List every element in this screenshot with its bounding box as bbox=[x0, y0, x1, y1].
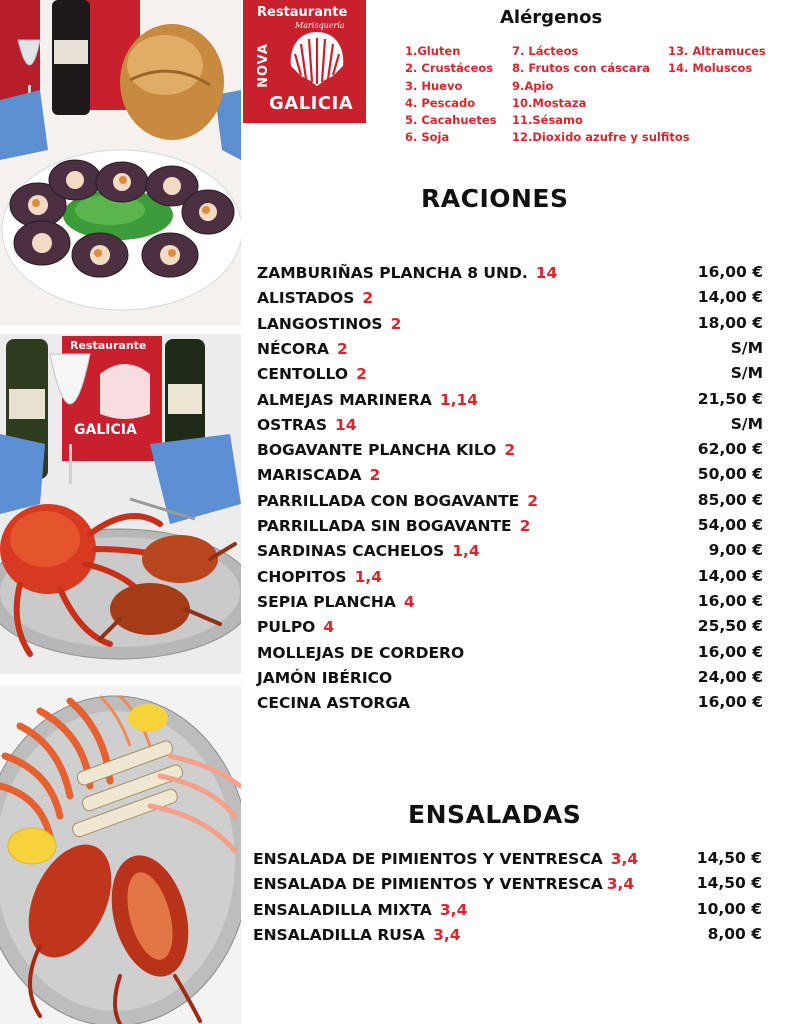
menu-item bbox=[257, 288, 763, 313]
logo-restaurante: Restaurante bbox=[257, 5, 348, 20]
logo-nova: NOVA bbox=[255, 43, 271, 88]
item-price: 24,00 € bbox=[697, 667, 763, 686]
item-price: 9,00 € bbox=[708, 541, 763, 560]
allergen-item: 10.Mostaza bbox=[512, 95, 587, 110]
allergens-column-2 bbox=[512, 43, 690, 147]
allergen-item: 6. Soja bbox=[405, 130, 450, 145]
item-name: PARRILLADA CON BOGAVANTE bbox=[257, 491, 520, 510]
item-allergens: 2 bbox=[337, 339, 348, 358]
item-allergens: 2 bbox=[390, 314, 402, 333]
item-price: 16,00 € bbox=[697, 642, 763, 661]
item-price: S/M bbox=[730, 364, 763, 383]
item-allergens: 1,14 bbox=[439, 390, 479, 409]
restaurant-logo bbox=[243, 0, 366, 123]
item-name: NÉCORA bbox=[257, 339, 330, 358]
allergens-title: Alérgenos bbox=[500, 7, 603, 28]
photo-column bbox=[0, 0, 241, 1024]
item-price: 50,00 € bbox=[697, 465, 763, 484]
menu-item bbox=[257, 364, 763, 389]
item-name: MOLLEJAS DE CORDERO bbox=[257, 643, 465, 662]
allergen-item: 2. Crustáceos bbox=[405, 61, 494, 76]
item-allergens: 4 bbox=[403, 592, 415, 611]
menu-item bbox=[253, 874, 762, 899]
raciones-title: RACIONES bbox=[421, 184, 569, 213]
allergen-item: 4. Pescado bbox=[405, 95, 476, 110]
item-price: 16,00 € bbox=[697, 591, 763, 610]
menu-item bbox=[257, 263, 763, 288]
item-name: ENSALADA DE PIMIENTOS Y VENTRESCA bbox=[253, 875, 603, 894]
logo-galicia: GALICIA bbox=[269, 93, 354, 114]
allergen-item: 11.Sésamo bbox=[512, 113, 583, 128]
item-price: S/M bbox=[730, 338, 763, 357]
item-price: 14,50 € bbox=[696, 874, 762, 893]
item-name: ENSALADILLA RUSA bbox=[253, 925, 426, 944]
item-name: LANGOSTINOS bbox=[257, 314, 383, 333]
item-name: OSTRAS bbox=[257, 415, 328, 434]
menu-item bbox=[257, 643, 763, 668]
item-name: ENSALADILLA MIXTA bbox=[253, 900, 432, 919]
item-price: 54,00 € bbox=[697, 516, 763, 534]
item-allergens: 2 bbox=[527, 491, 539, 510]
item-name: ENSALADA DE PIMIENTOS Y VENTRESCA bbox=[253, 850, 603, 868]
menu-item bbox=[257, 541, 763, 566]
menu-item bbox=[257, 491, 763, 516]
item-price: 62,00 € bbox=[697, 440, 763, 459]
item-allergens: 3,4 bbox=[606, 875, 635, 894]
menu-item bbox=[257, 567, 763, 592]
item-name: CECINA ASTORGA bbox=[257, 694, 411, 713]
item-name: MARISCADA bbox=[257, 466, 362, 485]
item-name: CHOPITOS bbox=[257, 567, 347, 586]
allergen-item: 5. Cacahuetes bbox=[405, 113, 497, 128]
item-allergens: 2 bbox=[362, 289, 374, 308]
item-allergens: 2 bbox=[369, 466, 381, 485]
allergen-item: 7. Lácteos bbox=[512, 44, 579, 58]
item-price: 14,00 € bbox=[697, 288, 763, 307]
item-name: ALMEJAS MARINERA bbox=[257, 390, 432, 409]
allergen-item: 8. Frutos con cáscara bbox=[512, 61, 650, 76]
item-allergens: 3,4 bbox=[610, 850, 639, 868]
allergens-column-3 bbox=[668, 43, 766, 78]
logo-marisqueria: Marisquería bbox=[295, 21, 345, 30]
menu-item bbox=[253, 900, 762, 925]
item-allergens: 3,4 bbox=[439, 900, 468, 919]
allergen-item: 9.Apio bbox=[512, 78, 554, 93]
item-price: 10,00 € bbox=[696, 899, 762, 918]
menu-item bbox=[253, 849, 762, 874]
item-allergens: 14 bbox=[335, 415, 357, 434]
item-name: SARDINAS CACHELOS bbox=[257, 542, 445, 561]
menu-item bbox=[257, 415, 763, 440]
allergen-item: 14. Moluscos bbox=[668, 61, 753, 76]
item-price: 21,50 € bbox=[697, 389, 763, 408]
crab-photo bbox=[0, 334, 241, 674]
item-price: 16,00 € bbox=[697, 263, 763, 281]
menu-item bbox=[257, 693, 763, 718]
item-allergens: 14 bbox=[535, 264, 558, 282]
item-name: CENTOLLO bbox=[257, 365, 349, 384]
item-name: JAMÓN IBÉRICO bbox=[257, 668, 393, 687]
item-price: 8,00 € bbox=[707, 924, 762, 943]
menu-item bbox=[257, 516, 763, 541]
allergen-item: 12.Dioxido azufre y sulfitos bbox=[512, 130, 690, 145]
item-allergens: 2 bbox=[356, 365, 367, 384]
scallop-shell-icon bbox=[287, 30, 347, 88]
item-allergens: 4 bbox=[323, 618, 335, 637]
item-name: SEPIA PLANCHA bbox=[257, 592, 396, 611]
menu-item bbox=[257, 668, 763, 693]
svg-text:Restaurante: Restaurante bbox=[70, 339, 147, 352]
item-name: ZAMBURIÑAS PLANCHA 8 UND. bbox=[257, 264, 528, 282]
item-allergens: 3,4 bbox=[433, 925, 461, 944]
menu-item bbox=[257, 592, 763, 617]
item-price: 85,00 € bbox=[697, 490, 763, 509]
svg-text:GALICIA: GALICIA bbox=[74, 422, 137, 438]
item-name: ALISTADOS bbox=[257, 289, 355, 308]
item-price: S/M bbox=[730, 414, 763, 433]
item-price: 25,50 € bbox=[697, 617, 763, 636]
item-name: BOGAVANTE PLANCHA KILO bbox=[257, 441, 497, 460]
item-allergens: 2 bbox=[519, 517, 531, 535]
ensaladas-title: ENSALADAS bbox=[408, 800, 582, 829]
scallops-photo bbox=[0, 0, 241, 326]
item-allergens: 2 bbox=[504, 441, 516, 460]
seafood-platter-photo bbox=[0, 686, 241, 1024]
item-price: 18,00 € bbox=[697, 313, 763, 332]
item-name: PARRILLADA SIN BOGAVANTE bbox=[257, 517, 512, 535]
menu-item bbox=[257, 465, 763, 490]
menu-item bbox=[257, 314, 763, 339]
item-allergens: 1,4 bbox=[354, 567, 383, 586]
menu-item bbox=[253, 925, 762, 950]
item-price: 14,50 € bbox=[696, 849, 762, 867]
item-price: 14,00 € bbox=[697, 566, 763, 585]
allergens-column-1 bbox=[405, 43, 496, 147]
item-allergens: 1,4 bbox=[452, 542, 480, 561]
allergen-item: 13. Altramuces bbox=[668, 44, 766, 58]
menu-item bbox=[257, 390, 763, 415]
allergen-item: 1.Gluten bbox=[405, 44, 461, 58]
allergen-item: 3. Huevo bbox=[405, 78, 463, 93]
item-price: 16,00 € bbox=[697, 693, 763, 712]
item-name: PULPO bbox=[257, 618, 316, 637]
menu-item bbox=[257, 617, 763, 642]
menu-item bbox=[257, 440, 763, 465]
menu-item bbox=[257, 339, 763, 364]
